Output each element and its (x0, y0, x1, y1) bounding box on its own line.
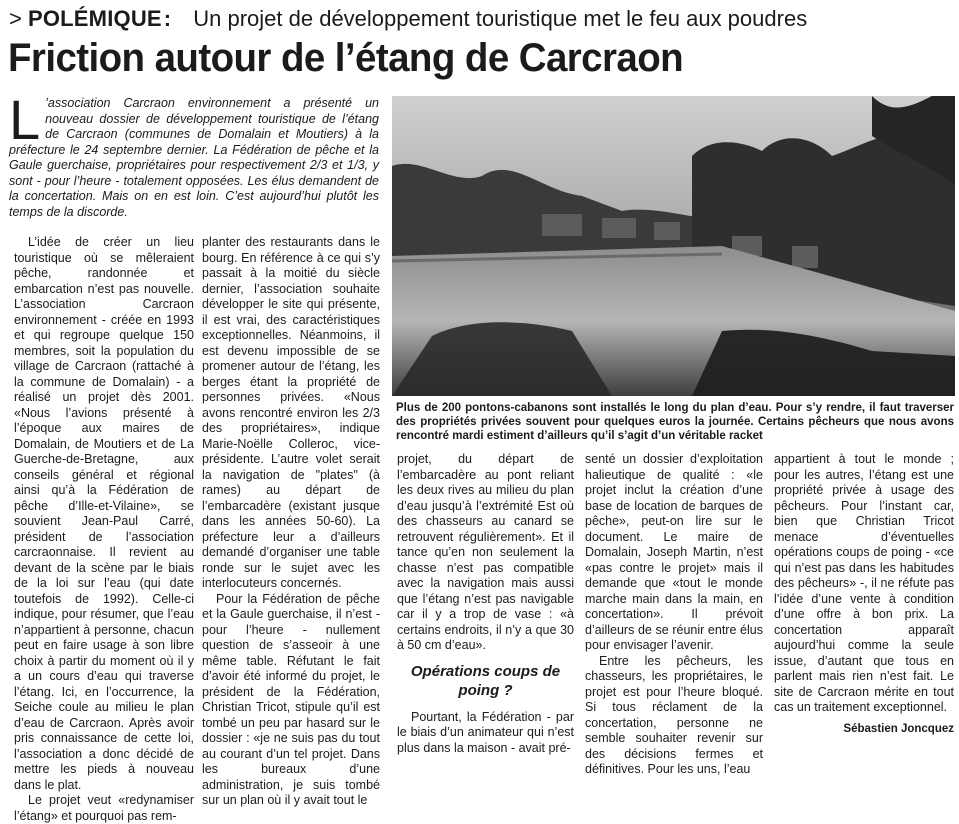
article-column-2 (202, 235, 380, 807)
lead-text: ’association Carcraon environnement a présenté un nouveau dossier de développement touristique de l’étang de Carcraon (communes de Domalain et Moutiers) à la préfecture le 24 septembre dernier. La Fédération de pêche et la Gaule guerchaise, propriétaires pour respectivement 2/3 et 1/3, y sont - pour l’heure - totalement opposées. Les élus demandent de la concertation. Mais on en est loin. C’est aujourd’hui plutôt les temps de la discorde. (9, 96, 379, 219)
lead-paragraph (9, 88, 379, 224)
kicker-label: POLÉMIQUE (27, 6, 162, 31)
column-2-paragraph-1: planter des restaurants dans le bourg. En référence à ce qui s’y passait à la moitié du siècle dernier, l’association souhaite développer le site qui présente, il est vrai, des caractéristiques exceptionnelles. Néanmoins, il est devenu impossible de se promener autour de l’étang, les berges étant la propriété de personnes privées. «Nous avons rencontré environ les 2/3 des propriétaires», indique Marie-Noëlle Colleroc, vice-présidente. L’autre volet serait la navigation de "plates" (à rames) au départ de l’embarcadère (existant jusque dans les années 50-60). La préfecture leur a d’ailleurs demandé d’organiser une table ronde sur le sujet avec les interlocuteurs concernés. (202, 235, 380, 590)
column-4-paragraph-2: Entre les pêcheurs, les chasseurs, les propriétaires, le projet est pour l’heure bloqué. Si tous réclament de la concertation, personne ne semble souhaiter revenir sur des décisions fermes et définitives. Pour les uns, l’eau (585, 653, 763, 776)
author-signature: Sébastien Joncquez (843, 722, 954, 735)
column-2-paragraph-2: Pour la Fédération de pêche et la Gaule guerchaise, il n’est - pour l’heure - nullement question de s’asseoir à une même table. Réfutant le fait d’avoir été informé du projet, le président de la Fédération, Christian Tricot, stipule qu’il est tombé un peu par hasard sur le dossier : «je ne suis pas du tout au courant d’un tel projet. Dans les bureaux d’une administration, je suis tombé sur un plan où il y avait tout le (202, 591, 380, 807)
article-column-1 (14, 235, 194, 823)
column-1-paragraph-2: Le projet veut «redynamiser l’étang» et pourquoi pas rem- (14, 793, 194, 823)
article-column-3 (397, 452, 574, 755)
lake-photo (392, 96, 955, 396)
article-column-5 (774, 452, 954, 735)
column-3-paragraph-1: projet, du départ de l’embarcadère au pont reliant les deux rives au milieu du plan d’eau jusqu’à l’extrémité Est où des chasseurs au canard se retrouvent régulièrement». Et il tance qu’en non seulement la chasse n’est pas compatible avec la navigation mais aussi que l’étang n’est pas navigable car il y a trop de vase : «à certains endroits, il n’y a que 30 à 50 cm d’eau». (397, 452, 574, 652)
lake-photo-illustration (392, 96, 955, 396)
kicker-text: Un projet de développement touristique met le feu aux poudres (193, 6, 808, 31)
kicker (9, 3, 949, 35)
article-column-4 (585, 452, 763, 776)
column-5-paragraph-1: appartient à tout le monde ; pour les autres, l’étang est une propriété privée à usage des pêcheurs. Pour l’instant car, bien que Christian Tricot menace d’éventuelles opérations coups de poing - «ce qui n’est pas dans les habitudes des pêcheurs» -, il ne réfute pas l’idée d’une vente à condition d’une offre à bon prix. La concertation apparaît aujourd’hui comme la seule issue, d’autant que tous en parlent mais rien n’est fait. Le site de Carcraon mérite en tout cas un traitement exceptionnel. (774, 452, 954, 714)
headline: Friction autour de l’étang de Carcraon (8, 36, 684, 80)
drop-cap: L (9, 88, 41, 151)
photo-caption: Plus de 200 pontons-cabanons sont installés le long du plan d’eau. Pour s’y rendre, il faut traverser des propriétés privées souvent pour quelques euros la journée. Certains pêcheurs que nous avons rencontré mardi estiment d’ailleurs qu’il s’agit d’un véritable racket (396, 402, 954, 442)
kicker-prefix: > (9, 6, 22, 31)
column-4-paragraph-1: senté un dossier d’exploitation halieutique de qualité : «le projet inclut la création d’une base de location de barques de pêche», peut-on lire sur le document. Le maire de Domalain, Joseph Martin, n’est «pas contre le projet» mais il demande que «tout le monde marche main dans la main, en concertation». Il prévoit d’ailleurs de se réunir entre élus pour envisager l’avenir. (585, 452, 763, 652)
column-3-paragraph-2: Pourtant, la Fédération - par le biais d’un animateur qui n’est plus dans la maison - avait pré- (397, 709, 574, 755)
column-1-paragraph-1: L’idée de créer un lieu touristique où se mêleraient pêche, randonnée et embarcation n’est pas nouvelle. L’association Carcraon environnement - créée en 1993 et qui regroupe quelque 150 membres, soit la population du village de Carcraon (rattaché à la commune de Domalain) - a réalisé un projet dès 2001. «Nous l’avions présenté à l’époque aux maires de Domalain, de Moutiers et de La Guerche-de-Bretagne, aux conseils général et régional ainsi qu’à la Fédération de pêche d’Ille-et-Vilaine», se souvient Jean-Paul Carré, président de l’association carcraonnaise. Il revient au devant de la scène par le biais de la loi sur l’eau (qui date toutefois de 1992). Celle-ci indique, pour résumer, que l’eau n’appartient à personne, chacun peut en faire usage à son libre choix à partir du moment où il y a un cours d’eau qui traverse l’étang. Ici, en l’occurrence, la Seiche coule au milieu le plan d’eau de Carcraon. Après avoir pris connaissance de cette loi, l’association a donc décidé de mettre les pieds à nouveau dans le plat. (14, 235, 194, 792)
section-subheading: Opérations coups de poing ? (410, 662, 561, 699)
kicker-colon: : (163, 6, 172, 31)
